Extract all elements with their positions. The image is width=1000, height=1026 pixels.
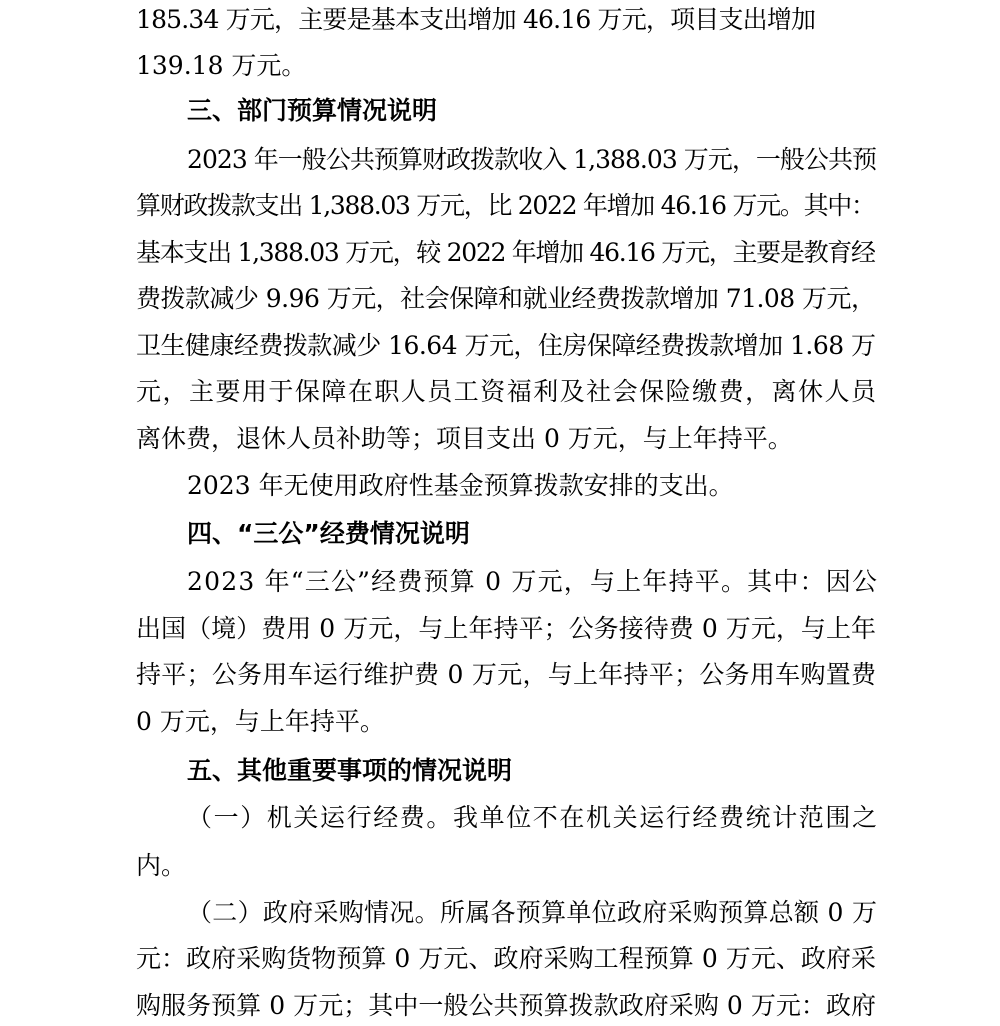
text-line: 购服务预算 0 万元；其中一般公共预算拨款政府采购 0 万元：政府 [136,991,877,1020]
text-line: 算财政拨款支出 1,388.03 万元，比 2022 年增加 46.16 万元。其中： [136,191,875,220]
text-line: 出国（境）费用 0 万元，与上年持平；公务接待费 0 万元，与上年 [136,614,877,643]
text-line: 基本支出 1,388.03 万元，较 2022 年增加 46.16 万元，主要是教育经 [136,238,875,267]
section-heading-5: 五、其他重要事项的情况说明 [187,756,513,785]
text-line: 2023 年“三公”经费预算 0 万元，与上年持平。其中：因公 [187,567,879,596]
text-line: 离休费，退休人员补助等；项目支出 0 万元，与上年持平。 [136,424,793,453]
text-line: 2023 年一般公共预算财政拨款收入 1,388.03 万元，一般公共预 [187,145,877,174]
text-line: （一）机关运行经费。我单位不在机关运行经费统计范围之 [187,803,879,832]
text-line: 内。 [136,851,187,880]
text-line: 0 万元，与上年持平。 [136,707,385,736]
text-line: 元，主要用于保障在职人员工资福利及社会保险缴费，离休人员 [136,377,878,406]
text-line: 持平；公务用车运行维护费 0 万元，与上年持平；公务用车购置费 [136,660,877,689]
text-line: 2023 年无使用政府性基金预算拨款安排的支出。 [187,471,734,500]
section-heading-3: 三、部门预算情况说明 [187,96,438,125]
text-line: （二）政府采购情况。所属各预算单位政府采购预算总额 0 万 [187,898,878,927]
text-line: 费拨款减少 9.96 万元，社会保障和就业经费拨款增加 71.08 万元， [136,284,876,313]
text-line: 139.18 万元。 [136,51,307,80]
text-line: 185.34 万元，主要是基本支出增加 46.16 万元，项目支出增加 [136,5,816,34]
section-heading-4: 四、“三公”经费情况说明 [187,519,470,548]
text-line: 卫生健康经费拨款减少 16.64 万元，住房保障经费拨款增加 1.68 万 [136,331,876,360]
text-line: 元：政府采购货物预算 0 万元、政府采购工程预算 0 万元、政府采 [136,944,877,973]
